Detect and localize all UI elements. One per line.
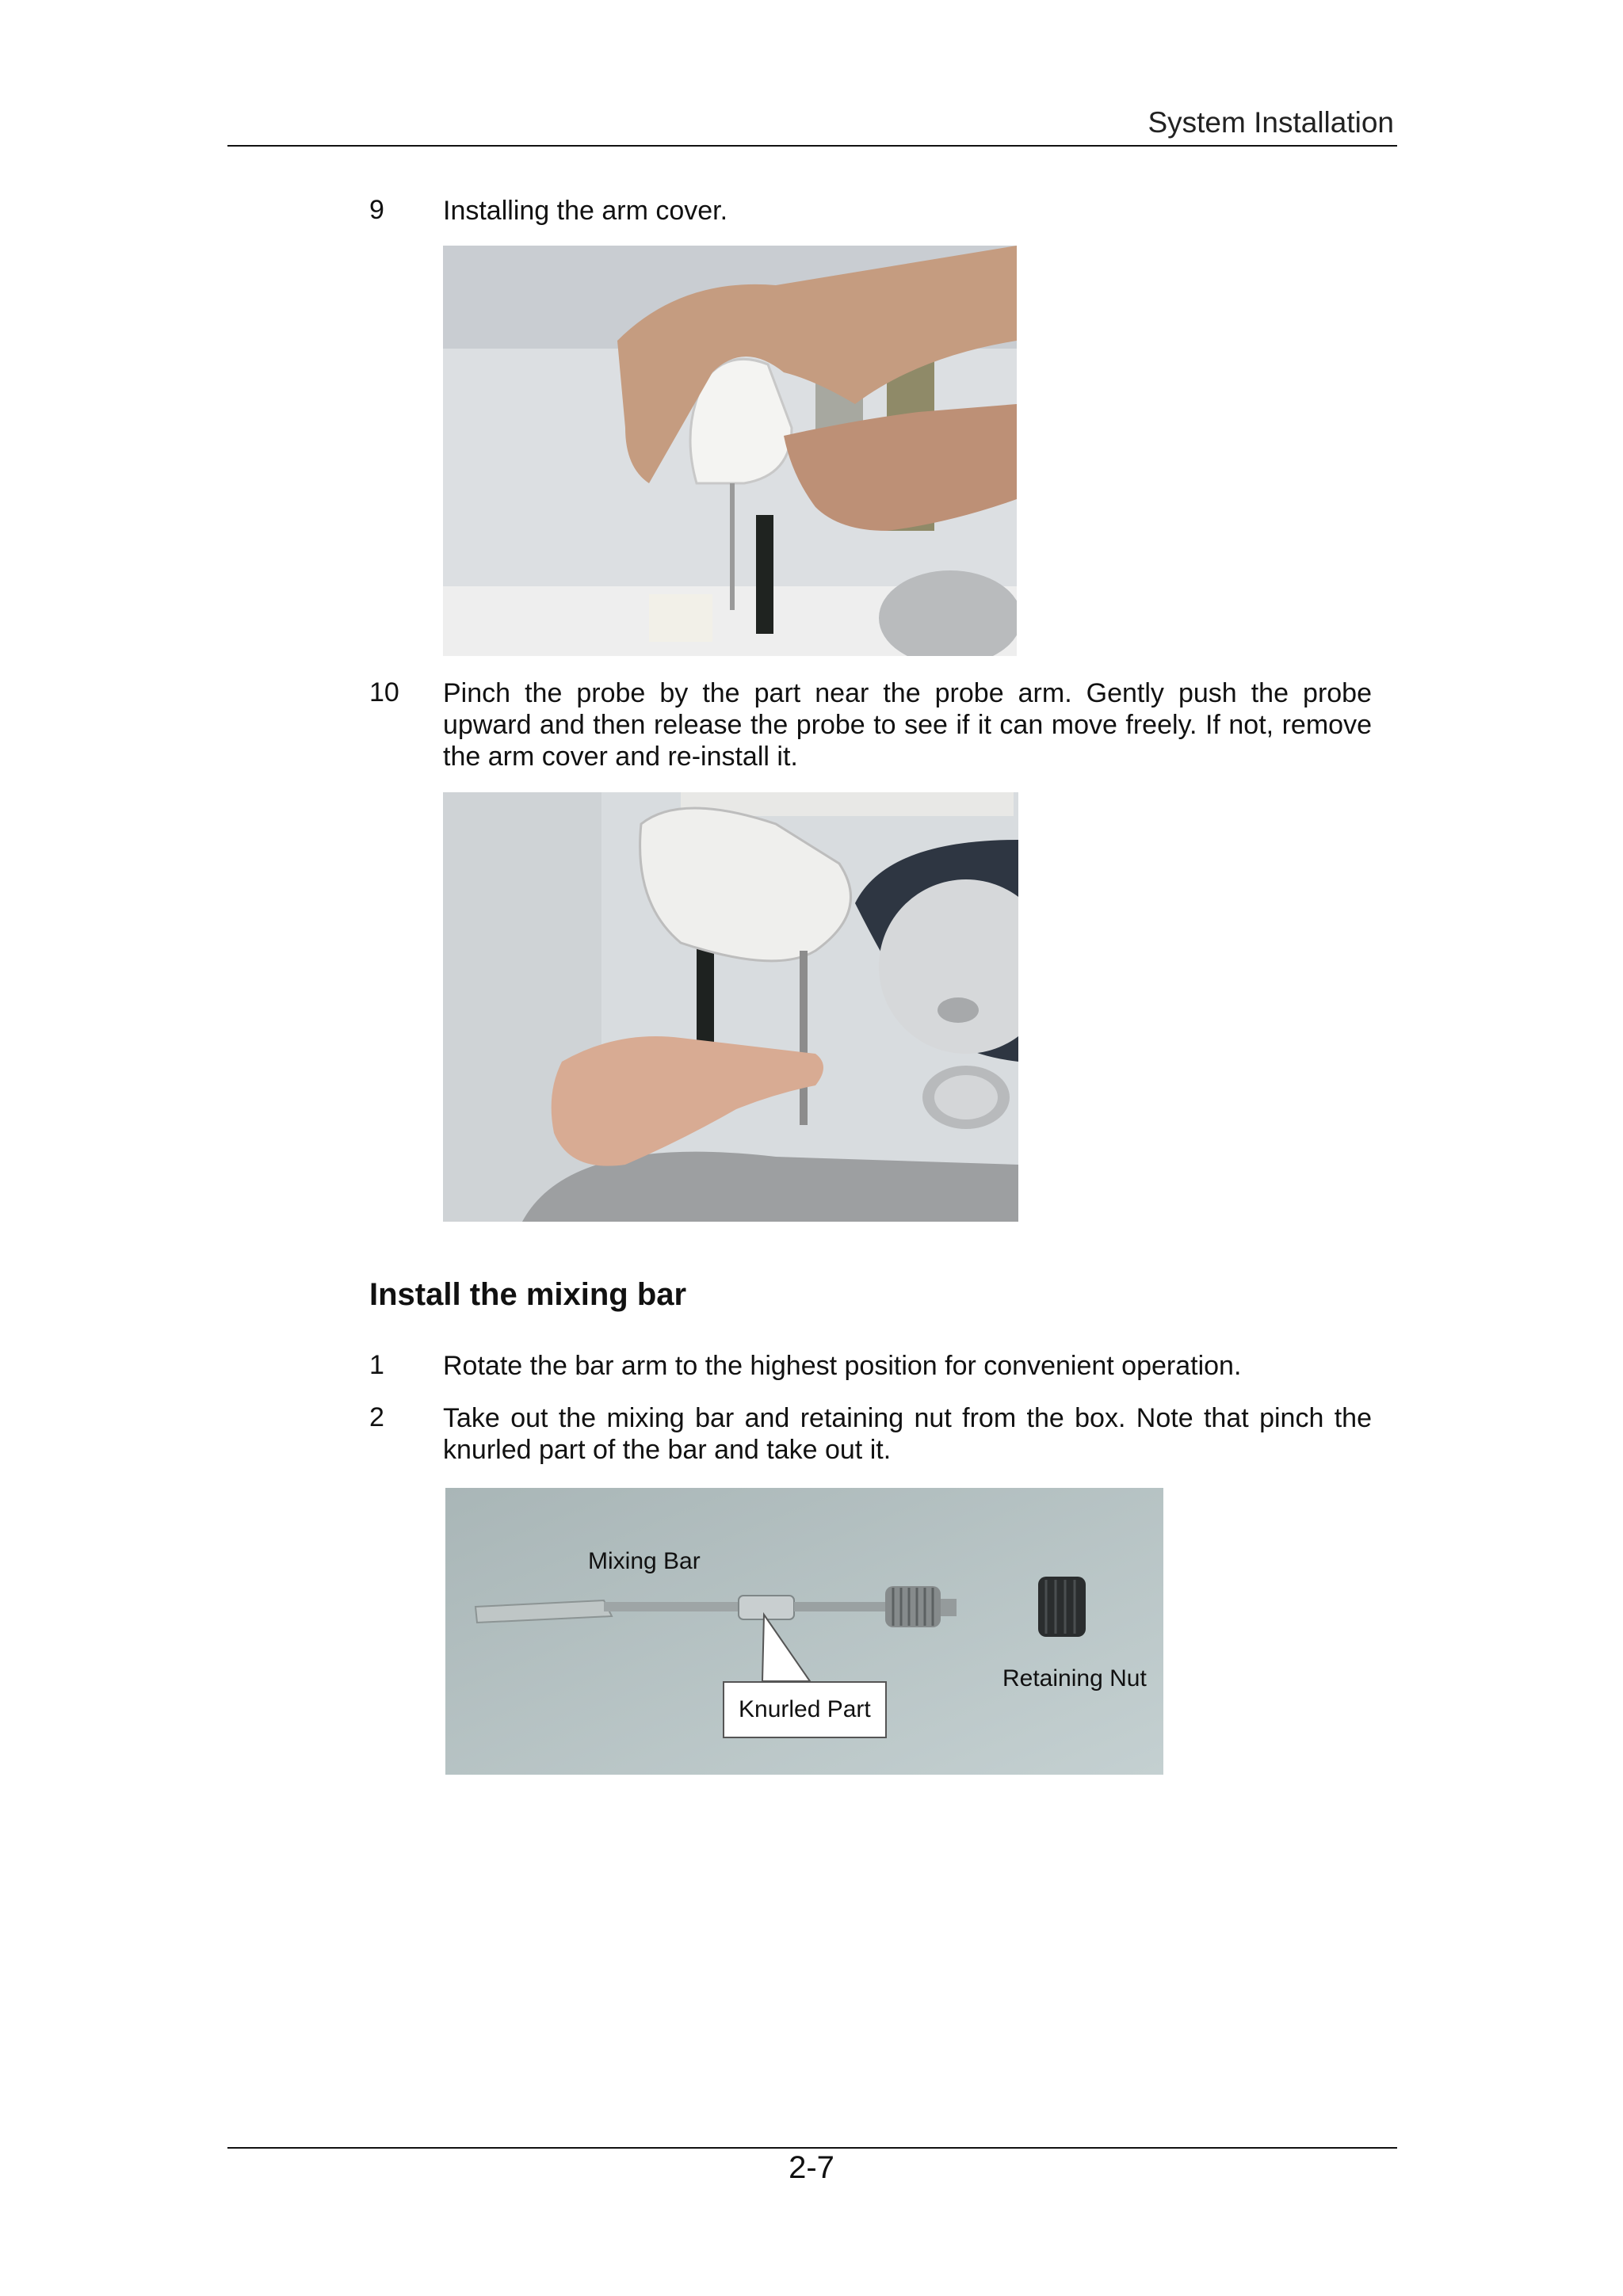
section-heading: Install the mixing bar [369,1277,687,1312]
step-text: Installing the arm cover. [443,196,728,226]
step-number: 10 [369,677,399,707]
step-text: Pinch the probe by the part near the probe arm. Gently push the probe upward and then release the probe to see if it can move freely. If not, remove the arm cover and re-install it. [443,678,1372,772]
probe-pinch-photo [443,792,1018,1222]
step-number: 1 [369,1350,384,1380]
running-header: System Installation [1148,106,1394,139]
header-rule [227,145,1397,147]
retaining-nut-label: Retaining Nut [1002,1665,1147,1691]
knurled-part-callout: Knurled Part [723,1681,887,1738]
step-text: Take out the mixing bar and retaining nut from the box. Note that pinch the knurled part of the bar and take out it. [443,1403,1372,1465]
step-text: Rotate the bar arm to the highest position for convenient operation. [443,1351,1242,1381]
arm-cover-photo [443,246,1017,656]
step-number: 9 [369,195,384,225]
mixing-bar-label: Mixing Bar [588,1548,701,1574]
footer-rule [227,2147,1397,2149]
step-number: 2 [369,1402,384,1432]
page-number: 2-7 [789,2150,834,2185]
